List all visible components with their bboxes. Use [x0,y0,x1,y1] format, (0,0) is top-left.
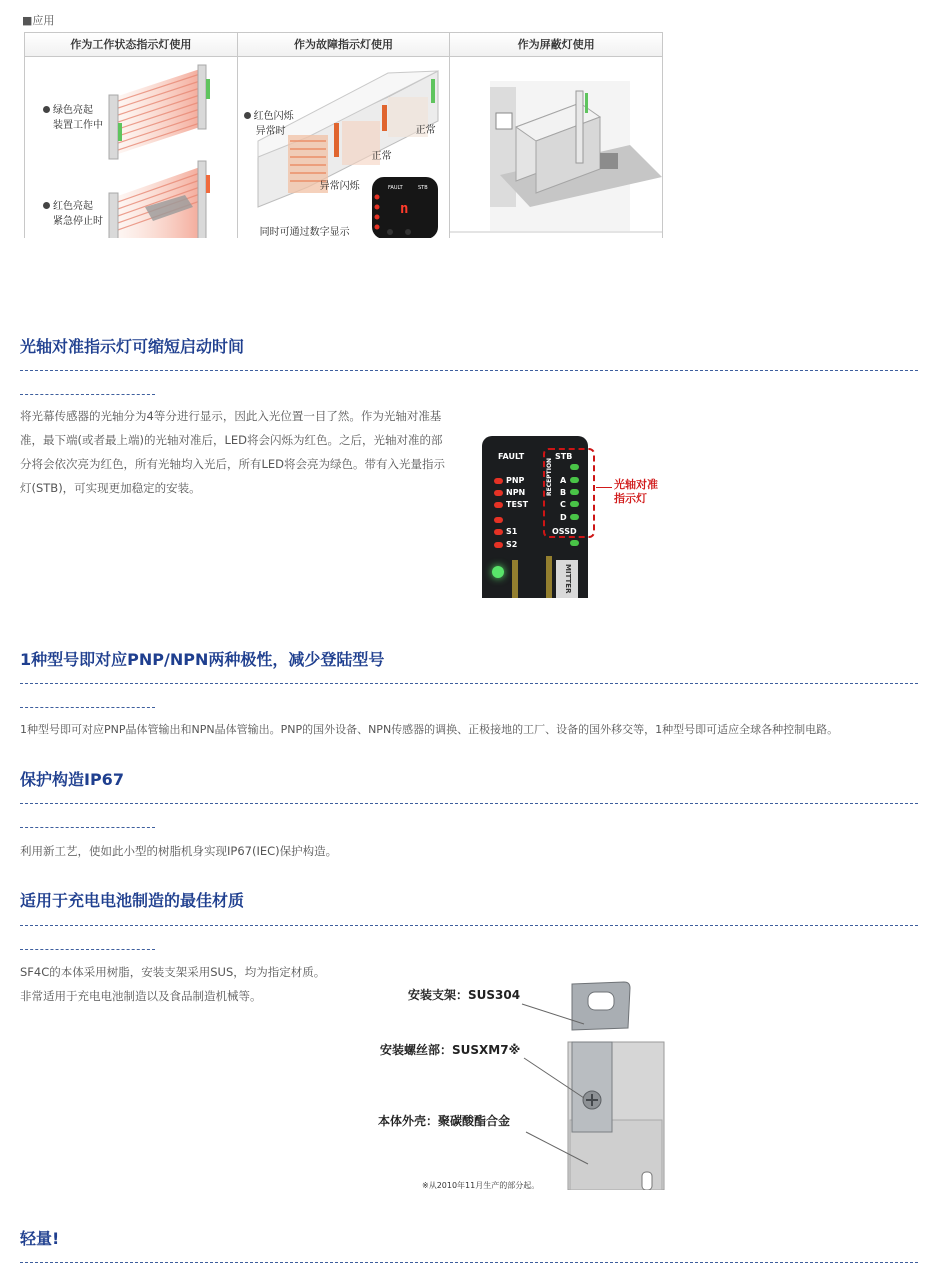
bullet-dot-icon [244,112,251,119]
fault-abnormal-flash-caption: 异常闪烁 [319,181,360,192]
test-led [494,502,503,508]
npn-led [494,490,503,496]
amber-strip [546,556,552,598]
application-table-header [25,33,662,57]
section-divider-short [20,827,155,828]
production-footnote: ※从2010年11月生产的部分起。 [422,1181,540,1190]
battery-material-description: SF4C的本体采用树脂，安装支架采用SUS，均为指定材质。 非常适用于充电电池制造以及食品制造机械等。 [20,965,326,1003]
section-divider [20,370,918,371]
bracket-drawing [376,980,668,1190]
callout-line [596,487,612,488]
bracket-material-label: 安装支架：SUS304 [408,988,521,1002]
section-divider [20,925,918,926]
cell-muting-lamp [450,57,662,238]
svg-text:FAULT: FAULT [387,185,403,191]
svg-text:n: n [399,201,409,217]
pnp-led [494,478,503,484]
amber-strip [512,560,518,598]
sensor-indicator-panel: FAULT STB PNP NPN TEST S1 S2 RECEPTION A B C D OSSD MITTER [482,436,588,598]
s1-led [494,529,503,535]
section-divider [20,683,918,684]
section-title-lightweight: 轻量! [20,1229,60,1248]
status-green-caption: 绿色亮起 装置工作中 [43,103,103,133]
alignment-indicator-callout: 光轴对准 指示灯 [614,478,658,505]
muting-conveyor-illustration [450,57,662,238]
bullet-dot-icon [43,202,50,209]
fault-machine-illustration [238,57,450,238]
status-red-caption: 红色亮起 紧急停止时 [43,199,103,229]
screw-material-label: 安装螺丝部：SUSXM7※ [380,1043,521,1057]
svg-text:STB: STB [417,185,428,191]
cell-fault-indicator [238,57,451,238]
section-title-ip67: 保护构造IP67 [20,770,124,789]
section-title-battery-material: 适用于充电电池制造的最佳材质 [20,891,245,910]
application-table [24,32,663,238]
section-divider [20,1262,918,1263]
bullet-dot-icon [43,106,50,113]
section-title-pnp-npn: 1种型号即对应PNP/NPN两种极性，减少登陆型号 [20,650,385,669]
cell-status-indicator [25,57,238,238]
section-divider [20,803,918,804]
s2-led [494,542,503,548]
header-status-indicator: 作为工作状态指示灯使用 [25,33,238,56]
mounting-bracket-illustration [376,980,668,1190]
axis-alignment-description: 将光幕传感器的光轴分为4等分进行显示，因此入光位置一目了然。作为光轴对准基 准，最下端(或者最上端)的光轴对准后，LED将会闪烁为红色。之后，光轴对准的部 分将会依次亮为红色，所有光轴均入光后，所有LED将会亮为绿色。带有入光量指示 灯(STB)，可实现更加稳定的安装。 [20,409,446,495]
application-label: ■应用 [22,14,55,27]
fault-digital-caption: 同时可通过数字显示 [259,227,350,238]
fault-normal-top-caption: 正常 [415,125,436,136]
section-divider-short [20,394,155,395]
header-fault-indicator: 作为故障指示灯使用 [238,33,451,56]
spare-led [494,517,503,523]
section-divider-short [20,949,155,950]
section-title-axis-alignment: 光轴对准指示灯可缩短启动时间 [20,337,245,356]
fault-normal-mid-caption: 正常 [371,151,392,162]
body-material-label: 本体外壳：聚碳酸酯合金 [378,1114,511,1128]
header-muting-lamp: 作为屏蔽灯使用 [517,38,595,51]
ip67-description: 利用新工艺，使如此小型的树脂机身实现IP67(IEC)保护构造。 [20,844,338,858]
alignment-indicator-highlight [543,448,595,538]
beam-green-lamp [492,566,504,578]
section-divider-short [20,707,155,708]
ossd-led [570,540,579,546]
fault-red-flash-caption: 红色闪烁 异常时 [244,109,294,139]
pnp-npn-description: 1种型号即可对应PNP晶体管输出和NPN晶体管输出。PNP的国外设备、NPN传感器的调换、正极接地的工厂、设备的国外移交等，1种型号即可适应全球各种控制电路。 [20,723,839,736]
